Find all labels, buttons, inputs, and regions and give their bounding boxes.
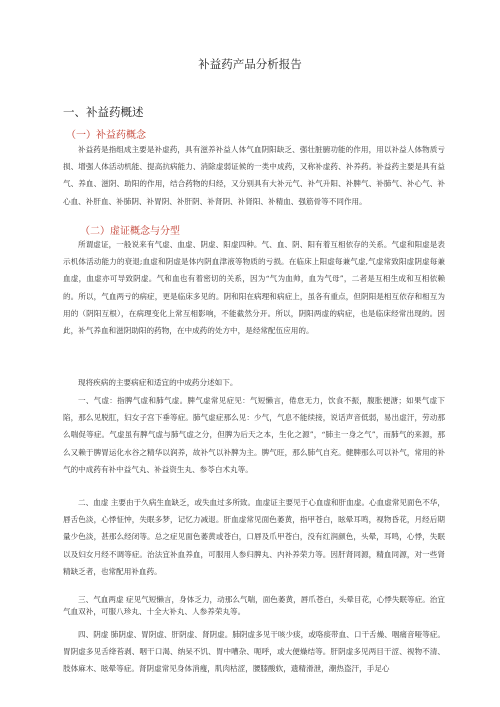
paragraph-concept: 补益药是指组成主要是补虚药，具有滋养补益人体气血阴阳缺乏、强壮脏腑功能的作用，用以补益人体物质亏损、增强人体活动机能、提高抗病能力、消除虚弱证候的一类中成药，又称补虚药、补养药。补益药主要是具有益气、养血、滋阴、助阳的作用，结合药物的归经，又分别具有大补元气、补气升阳、补脾气、补肺气、补心气、补心血、补肝血、补肺阴、补胃阴、补肝阴、补肾阴、补肾阳、补精血、强筋骨等不同作用。 xyxy=(63,145,445,206)
document-title: 补益药产品分析报告 xyxy=(198,57,302,71)
section-heading-overview: 一、补益药概述 xyxy=(63,105,144,119)
paragraph-qi-deficiency: 一、气虚：指脾气虚和肺气虚。脾气虚常见症见：气短懒言，倦怠无力，饮食不振，腹胀便溏；如果气虚下陷，那么见脱肛，妇女子宫下垂等症。肺气虚症那么见：少气，气息不能续接，说话声音低弱，易出虚汗，劳动那么喘促等症。气虚虽有脾气虚与肺气虚之分，但脾为后天之本，生化之源”，“肺主一身之气”，而肺气的来源，那么又赖于脾胃运化水谷之精华以润养，故补气以补脾为主。脾气旺，那么肺气自充。健脾那么可以补气，常用的补气的中成药有补中益气丸、补益资生丸、参苓白术丸等。 xyxy=(63,396,445,474)
paragraph-deficiency-types: 所谓虚证，一般说来有气虚、血虚、阴虚、阳虚四种。气、血、阴、阳有着互相依存的关系。气虚和阳虚是表示机体活动能力的衰退;血虚和阴虚是体内阴血津液等物质的亏损。在临床上阳虚每兼气虚,气虚常致阳虚阴虚每兼血虚，血虚亦可导致阴虚。气和血也有着密切的关系，因为“气为血帅，血为气母”，二者是互相生成和互相依赖的。所以，气血两亏的病症，更是临床多见的。阴和阳在病理和病症上，虽各有重点，但阴阳是相互依存和相互为用的（阴阳互根），在病理变化上常互相影响，不能截然分开。所以，阴阳两虚的病症，也是临床经常出现的。因此，补气养血和滋阴助阳的药物，在中成药的处方中，是经常配伍应用的。 xyxy=(63,240,445,336)
subsection-heading-deficiency: （二）虚证概念与分型 xyxy=(80,226,180,237)
paragraph-qi-blood-deficiency: 三、气血两虚 症见气短懒言，身体乏力，动那么气喘，面色萎黄，唇爪苍白，头晕目花，心悸失眠等症。治宜气血双补，可服八珍丸、十全大补丸、人参养荣丸等。 xyxy=(63,595,445,616)
paragraph-intro-list: 现将疾病的主要病症和适宜的中成药分述如下。 xyxy=(78,378,238,387)
subsection-heading-concept: （一）补益药概念 xyxy=(66,130,146,141)
paragraph-blood-deficiency: 二、血虚 主要由于久病生血缺乏，或失血过多所致。血虚证主要见于心血虚和肝血虚。心血虚常见面色不华，唇舌色淡，心悸怔忡，失眠多梦，记忆力减退。肝血虚常见面色萎黄，指甲苍白，眩晕耳鸣，视物昏花，月经后期量少色淡，甚那么经闭等。总之症见面色萎黄或苍白，口唇及爪甲苍白，没有红润颜色，头晕，耳鸣，心悸，失眠以及妇女月经不调等症。治法宜补血养血，可服用人参归脾丸、内补养荣力等。因肝肾同源，精血同源，对一些肾精缺乏者，也常配用补血药。 xyxy=(63,498,445,576)
paragraph-yin-deficiency: 四、阴虚 肺阴虚、胃阴虚、肝阴虚、肾阴虚。肺阴虚多见干咳少痰，或咯痰带血、口干舌燥、咽痛音哑等症。胃阴虚多见舌绛苔剥、咽干口渴、纳呆不饥、胃中嘈杂、呃呼，或大便燥结等。肝阴虚多见两目干涩、视物不清、肢体麻木、眩晕等症。肾阴虚常见身体消瘦，肌肉枯涩，腰膝酸软，遗精滑泄，潮热盗汗，手足心 xyxy=(63,630,445,674)
